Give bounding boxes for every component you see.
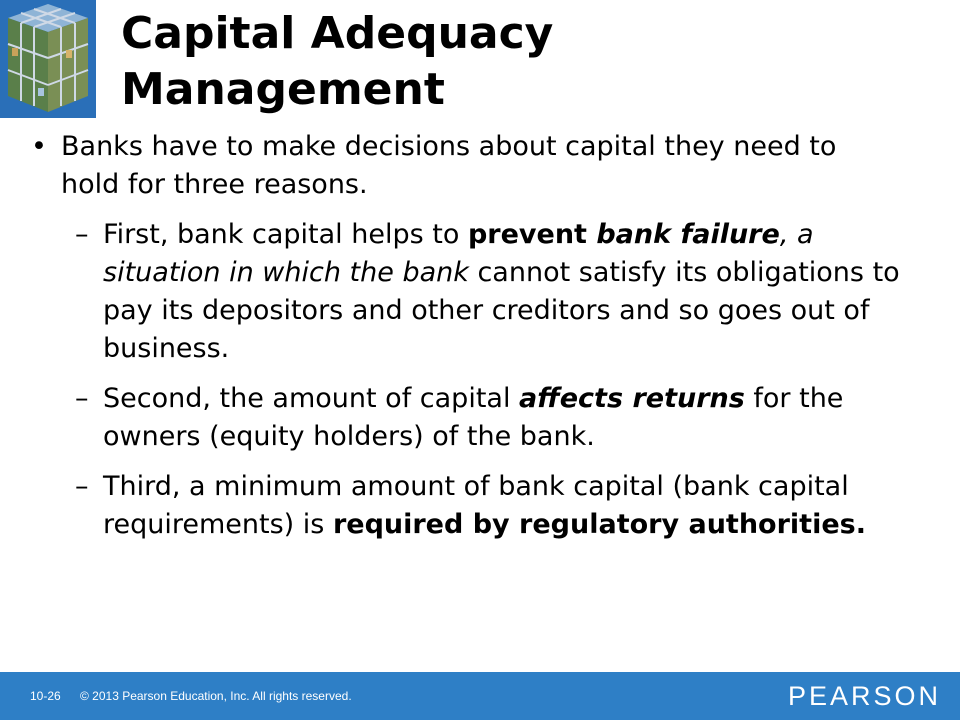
sub1-text-1: First, bank capital helps to bbox=[103, 219, 468, 250]
sub3-bold: required by regulatory authorities. bbox=[332, 509, 866, 540]
sub1-bold-italic: bank failure bbox=[596, 219, 780, 250]
pearson-logo: PEARSON bbox=[787, 681, 941, 711]
sub-bullet-third bbox=[75, 468, 903, 544]
bullet-main-text: Banks have to make decisions about capital they need to hold for three reasons. bbox=[61, 131, 837, 200]
dash-mark: – bbox=[75, 471, 89, 502]
sub2-text-2: for the owners (equity holders) of the bank. bbox=[103, 383, 844, 452]
slide-content bbox=[0, 128, 960, 544]
sub1-text-2: cannot satisfy its obligations to pay its depositors and other creditors and so goes out of business. bbox=[103, 257, 900, 364]
sub2-text-1: Second, the amount of capital bbox=[103, 383, 520, 414]
title-line-1: Capital Adequacy bbox=[121, 8, 554, 59]
sub-bullet-first bbox=[75, 216, 903, 368]
sub-bullet-second bbox=[75, 380, 903, 456]
copyright-notice: © 2013 Pearson Education, Inc. All rights reserved. bbox=[80, 689, 352, 703]
dash-mark: – bbox=[75, 219, 89, 250]
dash-mark: – bbox=[75, 383, 89, 414]
title-line-2: Management bbox=[121, 64, 445, 115]
sub2-bold-italic: affects returns bbox=[519, 383, 745, 414]
sub1-bold: prevent bbox=[467, 219, 597, 250]
cube-logo bbox=[0, 0, 96, 118]
slide-title bbox=[121, 6, 941, 118]
sub1-italic: , a situation in which the bank bbox=[103, 219, 814, 288]
bullet-main bbox=[31, 128, 881, 204]
bullet-dot: • bbox=[31, 131, 47, 162]
page-number: 10-26 bbox=[30, 689, 61, 703]
footer-bar bbox=[0, 672, 960, 720]
sub3-text-1: Third, a minimum amount of bank capital (bank capital requirements) is bbox=[103, 471, 849, 540]
